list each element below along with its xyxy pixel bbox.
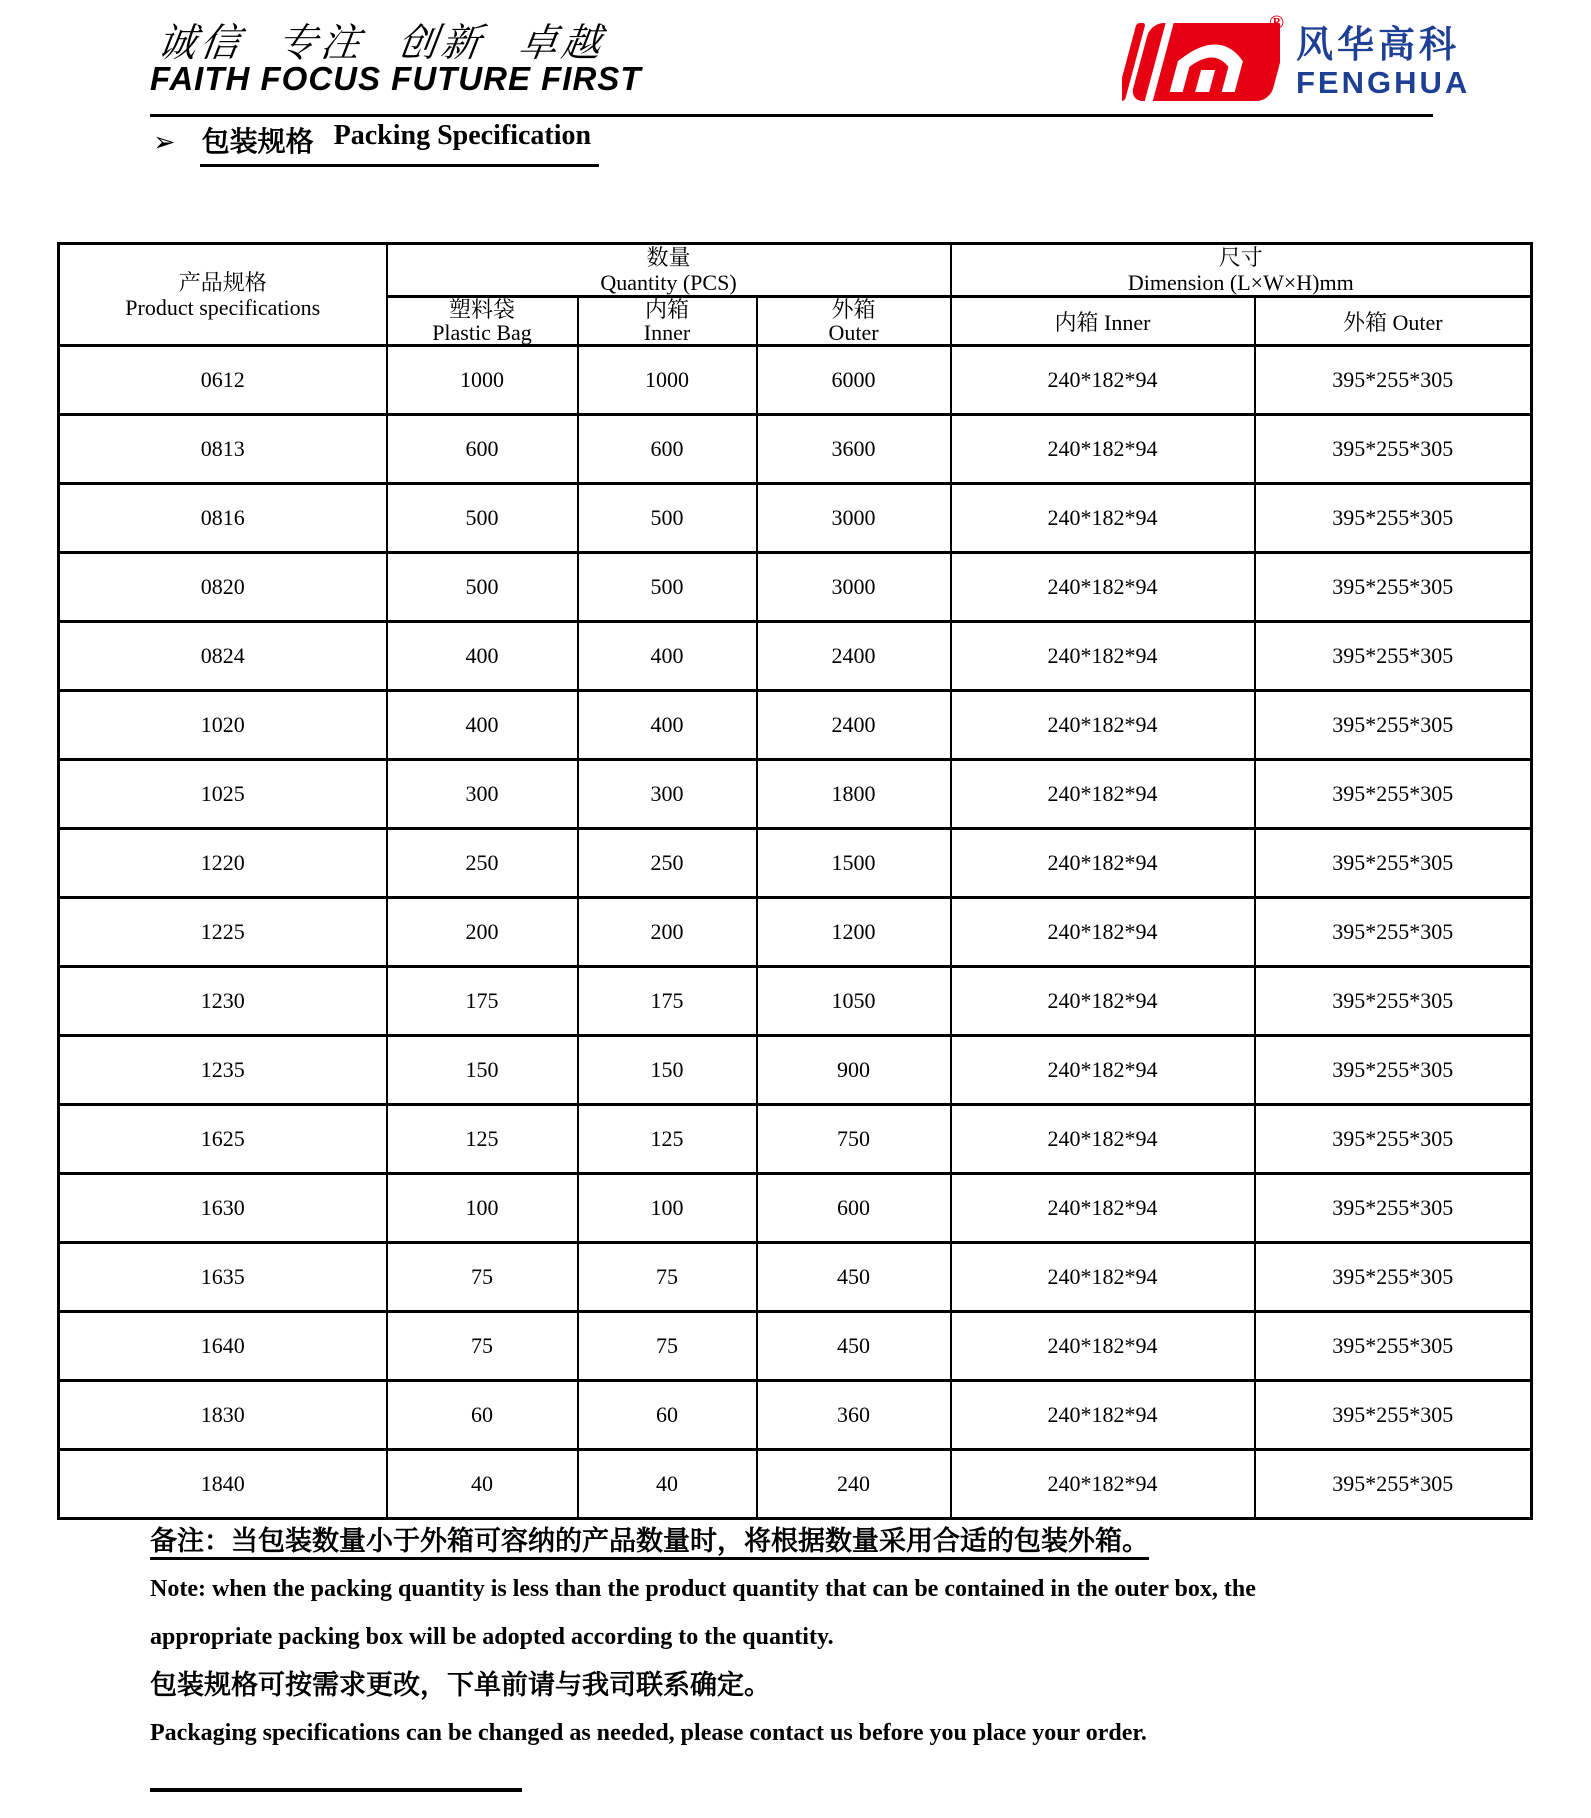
outer-qty-cell: 450: [757, 1312, 951, 1381]
note-english-3: Packaging specifications can be changed as needed, please contact us before you place your order.: [150, 1720, 1147, 1746]
company-slogan-english: FAITH FOCUS FUTURE FIRST: [150, 60, 642, 97]
product-spec-cell: 0612: [59, 346, 387, 415]
outer-qty-cell: 600: [757, 1174, 951, 1243]
table-row: [59, 622, 1532, 691]
outer-dim-cell: 395*255*305: [1255, 346, 1532, 415]
outer-qty-cell: 3600: [757, 415, 951, 484]
note-english-2: appropriate packing box will be adopted according to the quantity.: [150, 1624, 834, 1650]
inner-qty-cell: 200: [578, 898, 757, 967]
product-spec-cell: 0820: [59, 553, 387, 622]
inner-dim-cell: 240*182*94: [951, 484, 1255, 553]
outer-qty-cell: 2400: [757, 691, 951, 760]
inner-dim-cell: 240*182*94: [951, 691, 1255, 760]
product-spec-cell: 0813: [59, 415, 387, 484]
product-spec-cell: 1025: [59, 760, 387, 829]
col-header-quantity-cn: 数量: [646, 245, 691, 270]
table-row: [59, 1312, 1532, 1381]
table-row: [59, 1450, 1532, 1519]
plastic-bag-qty-cell: 175: [387, 967, 578, 1036]
table-row: [59, 898, 1532, 967]
inner-dim-cell: 240*182*94: [951, 1312, 1255, 1381]
plastic-bag-qty-cell: 125: [387, 1105, 578, 1174]
outer-dim-cell: 395*255*305: [1255, 1450, 1532, 1519]
inner-dim-cell: 240*182*94: [951, 1381, 1255, 1450]
plastic-bag-qty-cell: 250: [387, 829, 578, 898]
table-row: [59, 829, 1532, 898]
inner-qty-cell: 600: [578, 415, 757, 484]
outer-dim-cell: 395*255*305: [1255, 1105, 1532, 1174]
outer-qty-cell: 360: [757, 1381, 951, 1450]
outer-dim-cell: 395*255*305: [1255, 1381, 1532, 1450]
outer-qty-cell: 1800: [757, 760, 951, 829]
outer-dim-cell: 395*255*305: [1255, 1243, 1532, 1312]
col-header-dim-inner: 内箱 Inner: [951, 297, 1255, 346]
table-row: [59, 553, 1532, 622]
product-spec-cell: 1625: [59, 1105, 387, 1174]
note-chinese-1: 备注：当包装数量小于外箱可容纳的产品数量时，将根据数量采用合适的包装外箱。: [150, 1526, 1149, 1556]
inner-dim-cell: 240*182*94: [951, 1174, 1255, 1243]
inner-qty-cell: 75: [578, 1312, 757, 1381]
outer-dim-cell: 395*255*305: [1255, 1174, 1532, 1243]
outer-dim-cell: 395*255*305: [1255, 415, 1532, 484]
col-header-dimension-en: Dimension (L×W×H)mm: [1127, 270, 1354, 295]
plastic-bag-qty-cell: 1000: [387, 346, 578, 415]
inner-dim-cell: 240*182*94: [951, 829, 1255, 898]
inner-dim-cell: 240*182*94: [951, 553, 1255, 622]
col-header-outer-cn: 外箱: [831, 297, 876, 322]
packing-spec-table: [57, 242, 1533, 1520]
outer-dim-cell: 395*255*305: [1255, 622, 1532, 691]
fenghua-logo-icon: [1122, 12, 1284, 106]
fenghua-emblem-icon: [1122, 18, 1280, 106]
plastic-bag-qty-cell: 40: [387, 1450, 578, 1519]
product-spec-cell: 1840: [59, 1450, 387, 1519]
table-row: [59, 1243, 1532, 1312]
col-header-quantity: [387, 244, 951, 297]
col-header-inner-cn: 内箱: [644, 297, 689, 322]
inner-qty-cell: 100: [578, 1174, 757, 1243]
inner-dim-cell: 240*182*94: [951, 898, 1255, 967]
inner-qty-cell: 60: [578, 1381, 757, 1450]
inner-dim-cell: 240*182*94: [951, 967, 1255, 1036]
plastic-bag-qty-cell: 150: [387, 1036, 578, 1105]
col-header-inner-en: Inner: [643, 320, 691, 345]
inner-qty-cell: 500: [578, 484, 757, 553]
plastic-bag-qty-cell: 500: [387, 484, 578, 553]
outer-qty-cell: 1050: [757, 967, 951, 1036]
note-chinese-2: 包装规格可按需求更改，下单前请与我司联系确定。: [150, 1670, 771, 1700]
table-row: [59, 346, 1532, 415]
outer-dim-cell: 395*255*305: [1255, 1036, 1532, 1105]
inner-qty-cell: 1000: [578, 346, 757, 415]
outer-qty-cell: 2400: [757, 622, 951, 691]
registered-trademark-icon: ®: [1269, 12, 1284, 34]
col-header-product-spec-cn: 产品规格: [178, 269, 267, 295]
col-header-plastic-bag: [387, 297, 578, 346]
table-header-row-top: [59, 244, 1532, 297]
product-spec-cell: 1225: [59, 898, 387, 967]
section-title-chinese: 包装规格: [201, 127, 314, 158]
inner-dim-cell: 240*182*94: [951, 622, 1255, 691]
col-header-outer: [757, 297, 951, 346]
outer-qty-cell: 3000: [757, 553, 951, 622]
inner-dim-cell: 240*182*94: [951, 415, 1255, 484]
outer-qty-cell: 240: [757, 1450, 951, 1519]
product-spec-cell: 1020: [59, 691, 387, 760]
plastic-bag-qty-cell: 500: [387, 553, 578, 622]
col-header-dimension: [951, 244, 1532, 297]
plastic-bag-qty-cell: 100: [387, 1174, 578, 1243]
notes-block: [150, 1524, 1470, 1764]
col-header-plastic-bag-en: Plastic Bag: [432, 320, 532, 345]
table-row: [59, 484, 1532, 553]
plastic-bag-qty-cell: 75: [387, 1243, 578, 1312]
header-divider: [150, 114, 1433, 117]
inner-qty-cell: 500: [578, 553, 757, 622]
plastic-bag-qty-cell: 75: [387, 1312, 578, 1381]
section-title-english: Packing Specification: [333, 120, 592, 151]
section-heading: [153, 120, 599, 167]
outer-qty-cell: 900: [757, 1036, 951, 1105]
product-spec-cell: 1235: [59, 1036, 387, 1105]
product-spec-cell: 1640: [59, 1312, 387, 1381]
table-row: [59, 760, 1532, 829]
outer-dim-cell: 395*255*305: [1255, 829, 1532, 898]
outer-dim-cell: 395*255*305: [1255, 898, 1532, 967]
fenghua-logo: [1122, 12, 1471, 106]
col-header-product-spec: [59, 244, 387, 346]
inner-qty-cell: 40: [578, 1450, 757, 1519]
inner-dim-cell: 240*182*94: [951, 1036, 1255, 1105]
inner-dim-cell: 240*182*94: [951, 346, 1255, 415]
inner-qty-cell: 150: [578, 1036, 757, 1105]
product-spec-cell: 1830: [59, 1381, 387, 1450]
outer-dim-cell: 395*255*305: [1255, 967, 1532, 1036]
table-row: [59, 415, 1532, 484]
plastic-bag-qty-cell: 300: [387, 760, 578, 829]
arrow-bullet-icon: ➢: [153, 127, 176, 157]
outer-dim-cell: 395*255*305: [1255, 760, 1532, 829]
inner-qty-cell: 125: [578, 1105, 757, 1174]
inner-qty-cell: 400: [578, 691, 757, 760]
outer-qty-cell: 750: [757, 1105, 951, 1174]
col-header-plastic-bag-cn: 塑料袋: [448, 297, 515, 322]
outer-dim-cell: 395*255*305: [1255, 1312, 1532, 1381]
plastic-bag-qty-cell: 600: [387, 415, 578, 484]
plastic-bag-qty-cell: 60: [387, 1381, 578, 1450]
brand-name-english: FENGHUA: [1296, 65, 1471, 100]
inner-qty-cell: 400: [578, 622, 757, 691]
outer-dim-cell: 395*255*305: [1255, 691, 1532, 760]
col-header-product-spec-en: Product specifications: [125, 294, 321, 320]
outer-qty-cell: 1200: [757, 898, 951, 967]
product-spec-cell: 1230: [59, 967, 387, 1036]
brand-text: [1296, 26, 1470, 98]
product-spec-cell: 0816: [59, 484, 387, 553]
col-header-outer-en: Outer: [828, 320, 879, 345]
inner-dim-cell: 240*182*94: [951, 1105, 1255, 1174]
product-spec-cell: 1220: [59, 829, 387, 898]
table-header: [59, 244, 1532, 346]
outer-dim-cell: 395*255*305: [1255, 484, 1532, 553]
outer-qty-cell: 1500: [757, 829, 951, 898]
outer-qty-cell: 450: [757, 1243, 951, 1312]
inner-qty-cell: 175: [578, 967, 757, 1036]
table-row: [59, 1174, 1532, 1243]
note-english-1: Note: when the packing quantity is less than the product quantity that can be contained in the outer box, the: [150, 1576, 1256, 1602]
outer-qty-cell: 6000: [757, 346, 951, 415]
inner-dim-cell: 240*182*94: [951, 1243, 1255, 1312]
section-title: [200, 120, 599, 167]
product-spec-cell: 0824: [59, 622, 387, 691]
table-row: [59, 691, 1532, 760]
table-row: [59, 1381, 1532, 1450]
table-row: [59, 1036, 1532, 1105]
company-slogan-chinese: 诚信 专注 创新 卓越: [154, 21, 608, 66]
product-spec-cell: 1635: [59, 1243, 387, 1312]
table-row: [59, 1105, 1532, 1174]
footer-divider: [150, 1788, 522, 1792]
table-row: [59, 967, 1532, 1036]
plastic-bag-qty-cell: 400: [387, 691, 578, 760]
col-header-inner: [578, 297, 757, 346]
plastic-bag-qty-cell: 400: [387, 622, 578, 691]
outer-dim-cell: 395*255*305: [1255, 553, 1532, 622]
inner-qty-cell: 300: [578, 760, 757, 829]
inner-qty-cell: 75: [578, 1243, 757, 1312]
inner-dim-cell: 240*182*94: [951, 760, 1255, 829]
inner-qty-cell: 250: [578, 829, 757, 898]
outer-qty-cell: 3000: [757, 484, 951, 553]
table-body: [59, 346, 1532, 1519]
inner-dim-cell: 240*182*94: [951, 1450, 1255, 1519]
product-spec-cell: 1630: [59, 1174, 387, 1243]
plastic-bag-qty-cell: 200: [387, 898, 578, 967]
col-header-dim-outer: 外箱 Outer: [1255, 297, 1532, 346]
col-header-quantity-en: Quantity (PCS): [600, 270, 737, 295]
brand-name-chinese: 风华高科: [1296, 24, 1460, 65]
col-header-dimension-cn: 尺寸: [1218, 245, 1263, 270]
